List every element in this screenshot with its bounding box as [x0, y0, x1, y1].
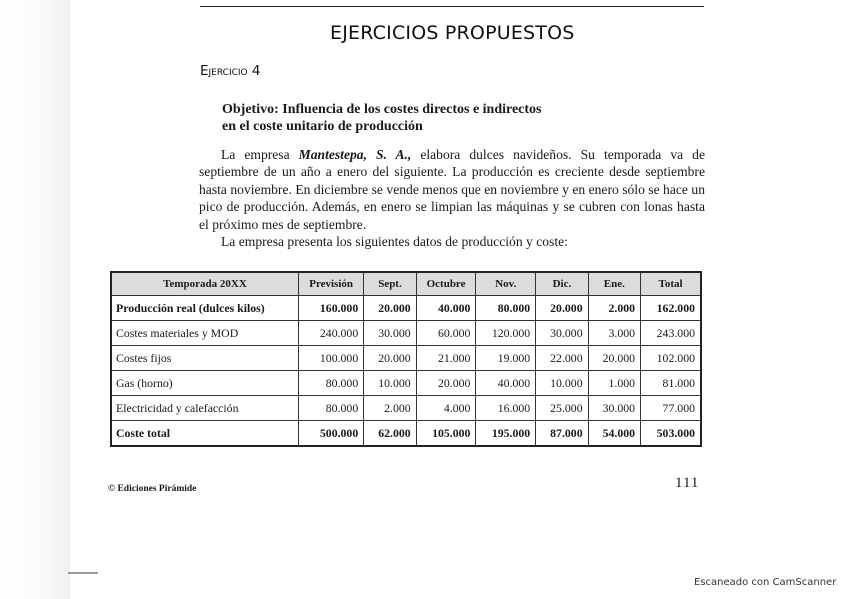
production-cost-table: [110, 271, 702, 447]
table-cell: 81.000: [641, 371, 701, 396]
row-label: Coste total: [111, 421, 299, 447]
table-cell: 1.000: [588, 371, 640, 396]
table-cell: 40.000: [416, 296, 476, 321]
row-label: Producción real (dulces kilos): [111, 296, 299, 321]
table-row: [111, 346, 701, 371]
table-row: [111, 421, 701, 447]
column-header: Ene.: [588, 272, 640, 296]
table-cell: 77.000: [641, 396, 701, 421]
table-cell: 80.000: [299, 371, 364, 396]
table-cell: 40.000: [476, 371, 536, 396]
table-cell: 21.000: [416, 346, 476, 371]
column-header: Previsión: [299, 272, 364, 296]
table-row: [111, 321, 701, 346]
table-cell: 22.000: [536, 346, 588, 371]
objective: [222, 101, 642, 135]
table-cell: 162.000: [641, 296, 701, 321]
page-edge-mark: [68, 572, 98, 574]
table-cell: 4.000: [416, 396, 476, 421]
table-cell: 243.000: [641, 321, 701, 346]
body-text: [199, 146, 705, 250]
table-cell: 62.000: [364, 421, 416, 447]
table-cell: 20.000: [588, 346, 640, 371]
table-cell: 25.000: [536, 396, 588, 421]
page-number: 111: [675, 475, 700, 491]
table-cell: 30.000: [364, 321, 416, 346]
table-cell: 80.000: [299, 396, 364, 421]
row-label: Costes materiales y MOD: [111, 321, 299, 346]
paragraph-1: [199, 146, 705, 233]
table-cell: 30.000: [536, 321, 588, 346]
table-cell: 2.000: [588, 296, 640, 321]
table-cell: 10.000: [536, 371, 588, 396]
table-row: [111, 371, 701, 396]
publisher-footer: © Ediciones Pirámide: [108, 484, 197, 494]
row-label: Costes fijos: [111, 346, 299, 371]
table-cell: 54.000: [588, 421, 640, 447]
table-row: [111, 396, 701, 421]
column-header: Total: [641, 272, 701, 296]
paragraph-2: La empresa presenta los siguientes datos de producción y coste:: [221, 234, 568, 250]
table-cell: 240.000: [299, 321, 364, 346]
column-header: Nov.: [476, 272, 536, 296]
table-cell: 30.000: [588, 396, 640, 421]
objective-line-2: en el coste unitario de producción: [222, 119, 423, 134]
table-cell: 500.000: [299, 421, 364, 447]
section-title: EJERCICIOS PROPUESTOS: [330, 22, 575, 44]
table-cell: 3.000: [588, 321, 640, 346]
table-cell: 60.000: [416, 321, 476, 346]
table-header-row: [111, 272, 701, 296]
table-cell: 503.000: [641, 421, 701, 447]
objective-line-1: Objetivo: Influencia de los costes directos e indirectos: [222, 102, 542, 117]
table-cell: 100.000: [299, 346, 364, 371]
table-cell: 20.000: [364, 296, 416, 321]
table-cell: 102.000: [641, 346, 701, 371]
company-name: Mantestepa, S. A.,: [298, 147, 412, 162]
table-cell: 10.000: [364, 371, 416, 396]
column-header: Octubre: [416, 272, 476, 296]
paragraph-1-before: La empresa: [221, 147, 299, 162]
column-header: Temporada 20XX: [111, 272, 299, 296]
page-gutter-shadow: [0, 0, 70, 599]
row-label: Electricidad y calefacción: [111, 396, 299, 421]
table-cell: 19.000: [476, 346, 536, 371]
table-cell: 120.000: [476, 321, 536, 346]
top-rule: [200, 6, 704, 7]
row-label: Gas (horno): [111, 371, 299, 396]
table-cell: 20.000: [416, 371, 476, 396]
table-row: [111, 296, 701, 321]
table-cell: 195.000: [476, 421, 536, 447]
column-header: Sept.: [364, 272, 416, 296]
table-cell: 87.000: [536, 421, 588, 447]
table-cell: 20.000: [536, 296, 588, 321]
scanner-watermark: Escaneado con CamScanner: [694, 577, 837, 588]
table-cell: 20.000: [364, 346, 416, 371]
paragraph-1-after: elabora dulces navideños. Su temporada va de septiembre de un año a enero del siguiente. La producción es creciente desde septiembre hasta noviembre. En diciembre se vende menos que en noviembre y en enero sólo se hace un pico de producción. Además, en enero se limpian las máquinas y se cubren con lonas hasta el próximo mes de septiembre.: [199, 147, 705, 232]
exercise-heading: Ejercicio 4: [200, 63, 261, 79]
table-cell: 160.000: [299, 296, 364, 321]
table-cell: 2.000: [364, 396, 416, 421]
column-header: Dic.: [536, 272, 588, 296]
table-cell: 80.000: [476, 296, 536, 321]
table-cell: 105.000: [416, 421, 476, 447]
table-cell: 16.000: [476, 396, 536, 421]
